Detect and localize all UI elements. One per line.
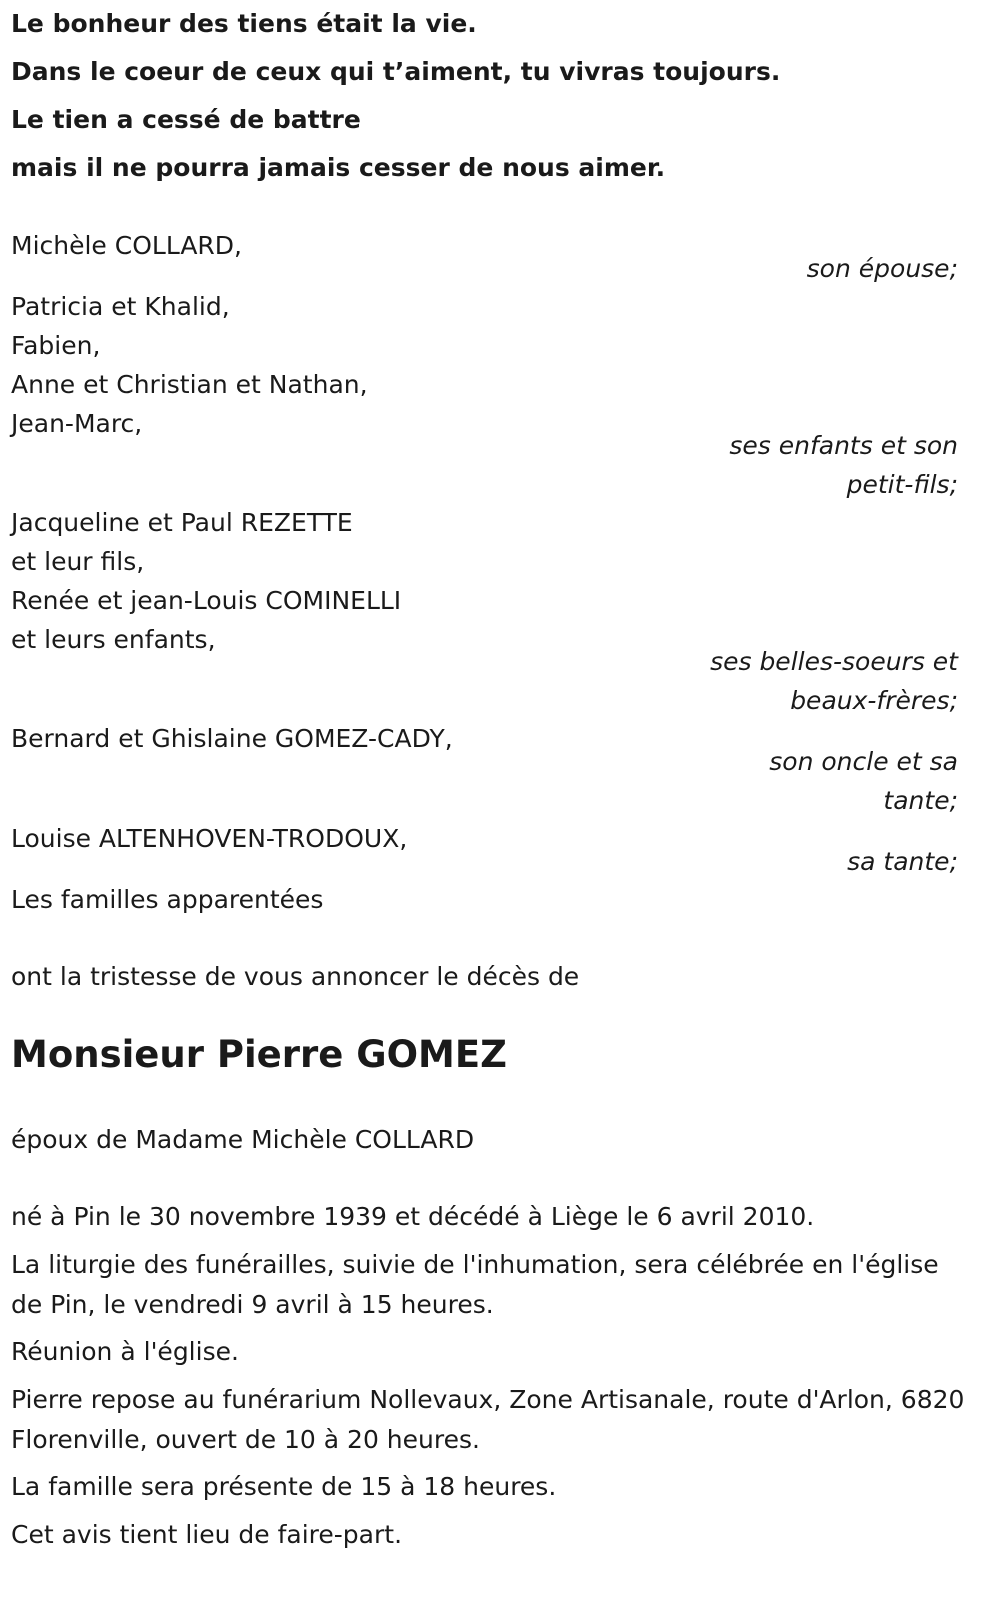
- inlaw-4: et leurs enfants,: [11, 625, 216, 654]
- inlaw-1: Jacqueline et Paul REZETTE: [11, 508, 353, 537]
- presence-line: La famille sera présente de 15 à 18 heures.: [11, 1472, 557, 1501]
- inlaw-3: Renée et jean-Louis COMINELLI: [11, 586, 402, 615]
- birth-death-line: né à Pin le 30 novembre 1939 et décédé à Liège le 6 avril 2010.: [11, 1202, 815, 1231]
- aunt-name: Louise ALTENHOVEN-TRODOUX,: [11, 824, 408, 853]
- child-2: Fabien,: [11, 331, 101, 360]
- child-4: Jean-Marc,: [11, 409, 143, 438]
- meeting-line: Réunion à l'église.: [11, 1337, 239, 1366]
- inlaws-relation-line-1: ses belles-soeurs et: [710, 647, 958, 676]
- quote-line-4: mais il ne pourra jamais cesser de nous aimer.: [11, 153, 666, 182]
- children-relation-line-2: petit-fils;: [846, 470, 958, 499]
- inlaws-relation-line-2: beaux-frères;: [790, 686, 958, 715]
- wife-relation: son épouse;: [806, 254, 958, 283]
- spouse-line: époux de Madame Michèle COLLARD: [11, 1125, 475, 1154]
- quote-line-3: Le tien a cessé de battre: [11, 105, 361, 134]
- wife-name: Michèle COLLARD,: [11, 231, 242, 260]
- inlaw-2: et leur fils,: [11, 547, 145, 576]
- deceased-name: Monsieur Pierre GOMEZ: [11, 1033, 507, 1076]
- child-3: Anne et Christian et Nathan,: [11, 370, 368, 399]
- aunt-relation: sa tante;: [847, 847, 958, 876]
- announcement-line: ont la tristesse de vous annoncer le décès de: [11, 962, 580, 991]
- child-1: Patricia et Khalid,: [11, 292, 230, 321]
- quote-line-1: Le bonheur des tiens était la vie.: [11, 9, 477, 38]
- relatives-line: Les familles apparentées: [11, 885, 324, 914]
- uncle-aunt-relation-line-1: son oncle et sa: [769, 747, 958, 776]
- repose-paragraph: Pierre repose au funérarium Nollevaux, Zone Artisanale, route d'Arlon, 6820 Florenville, ouvert de 10 à 20 heures.: [11, 1385, 965, 1454]
- quote-line-2: Dans le coeur de ceux qui t’aiment, tu vivras toujours.: [11, 57, 781, 86]
- uncle-aunt-relation-line-2: tante;: [883, 786, 958, 815]
- uncle-aunt-name: Bernard et Ghislaine GOMEZ-CADY,: [11, 724, 453, 753]
- funeral-paragraph: La liturgie des funérailles, suivie de l'inhumation, sera célébrée en l'église de Pin, le vendredi 9 avril à 15 heures.: [11, 1250, 939, 1319]
- children-relation-line-1: ses enfants et son: [729, 431, 958, 460]
- notice-line: Cet avis tient lieu de faire-part.: [11, 1520, 403, 1549]
